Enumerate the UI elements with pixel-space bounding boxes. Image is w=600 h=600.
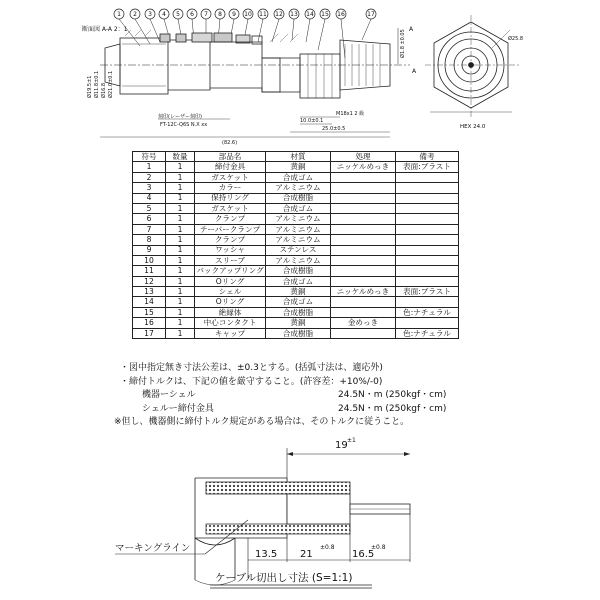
svg-text:5: 5 [176,11,180,19]
dim-25: 25.0±0.5 [322,126,346,132]
parts-table-body [133,162,459,339]
cell-number: 7 [133,224,166,234]
cell-remarks: 表面:ブラスト [396,162,459,172]
svg-text:4: 4 [162,11,166,19]
left-dimensions [86,71,114,98]
cell-remarks [396,172,459,182]
cell-material: アルミニウム [266,224,331,234]
svg-text:Ø11.8±0.1: Ø11.8±0.1 [94,70,100,98]
cell-remarks [396,255,459,265]
torque2-value: 24.5N・m (250kgf・cm) [338,403,447,414]
marking-code: FT-12C-Q6S N.X xx [160,122,208,128]
torque-row-1 [120,389,590,403]
dim-10: 10.0±0.1 [300,118,324,124]
torque1-label: 機器ーシェル [142,390,196,401]
cell-qty: 1 [166,183,195,193]
torque-row-2 [120,403,590,417]
cell-part-name: Oリング [195,276,266,286]
cell-material: 合成ゴム [266,276,331,286]
cell-treatment [331,255,396,265]
dim-16-5-tol: ±0.8 [371,544,386,551]
cell-remarks [396,318,459,328]
svg-text:10: 10 [244,11,252,19]
cell-number: 8 [133,235,166,245]
cell-material: 合成ゴム [266,297,331,307]
svg-text:14: 14 [306,11,314,19]
cell-material: 黄銅 [266,287,331,297]
table-row [133,318,459,328]
cell-material: アルミニウム [266,183,331,193]
dim-19-tol: ±1 [347,437,356,444]
cell-qty: 1 [166,235,195,245]
cell-treatment: ニッケルめっき [331,162,396,172]
cell-remarks [396,297,459,307]
dim-13-5: 13.5 [255,549,278,560]
cell-remarks: 表面:ブラスト [396,287,459,297]
cell-number: 17 [133,328,166,338]
cell-treatment [331,235,396,245]
cell-treatment [331,183,396,193]
table-row [133,183,459,193]
table-row [133,203,459,213]
note-torque: ・締付トルクは、下記の値を厳守すること。(許容差：+10%/-0) [120,376,383,387]
cell-qty: 1 [166,318,195,328]
front-dia: Ø25.8 [508,36,524,42]
svg-text:15: 15 [321,11,329,19]
cell-remarks [396,214,459,224]
table-row [133,287,459,297]
cell-treatment [331,297,396,307]
svg-text:7: 7 [204,11,208,19]
cell-material: 黄銅 [266,162,331,172]
table-row [133,266,459,276]
cell-qty: 1 [166,287,195,297]
cell-treatment [331,307,396,317]
cell-part-name: Oリング [195,297,266,307]
cell-material: 合成ゴム [266,172,331,182]
svg-text:3: 3 [148,11,152,19]
cell-qty: 1 [166,266,195,276]
cell-qty: 1 [166,307,195,317]
cell-part-name: キャップ [195,328,266,338]
note-exception: ※但し、機器側に締付トルク規定がある場合は、そのトルクに従うこと。 [114,417,410,428]
parts-table [132,151,459,339]
cell-number: 9 [133,245,166,255]
cable-body [195,478,410,585]
balloon-12 [272,9,284,42]
cell-qty: 1 [166,245,195,255]
cell-remarks [396,235,459,245]
dim-16-5: 16.5 [352,549,375,560]
col-header-treatment: 処理 [331,152,396,162]
cell-qty: 1 [166,297,195,307]
table-row [133,235,459,245]
balloon-15 [318,9,330,50]
dim-total: (82.6) [222,140,238,146]
table-row [133,307,459,317]
balloon-13 [289,9,299,40]
dim-21: 21 [300,549,313,560]
cell-part-name: 中心コンタクト [195,318,266,328]
table-row [133,162,459,172]
cell-number: 4 [133,193,166,203]
section-letter-mid: A [412,68,417,75]
cell-number: 14 [133,297,166,307]
cell-treatment [331,266,396,276]
cell-treatment [331,328,396,338]
svg-text:Ø19.5±1: Ø19.5±1 [87,75,93,98]
cell-treatment [331,172,396,182]
cell-qty: 1 [166,328,195,338]
table-row [133,255,459,265]
cell-number: 5 [133,203,166,213]
cell-part-name: スリーブ [195,255,266,265]
cell-qty: 1 [166,172,195,182]
svg-text:Ø16.8: Ø16.8 [101,82,107,98]
cell-number: 1 [133,162,166,172]
cell-treatment: 金めっき [331,318,396,328]
cell-qty: 1 [166,255,195,265]
svg-text:17: 17 [367,11,375,19]
cell-treatment [331,245,396,255]
svg-text:8: 8 [218,11,222,19]
cell-part-name: カラー [195,183,266,193]
svg-text:6: 6 [190,11,194,19]
cell-material: 合成樹脂 [266,328,331,338]
cell-remarks: 色:ナチュラル [396,328,459,338]
cell-treatment [331,193,396,203]
cell-part-name: 保持リング [195,193,266,203]
hex-label: HEX 24.0 [460,124,486,130]
cell-remarks [396,203,459,213]
table-row [133,214,459,224]
marking-line-label: マーキングライン [115,543,191,554]
svg-text:2: 2 [133,11,137,19]
cell-number: 2 [133,172,166,182]
svg-text:1: 1 [117,11,121,19]
cell-treatment: ニッケルめっき [331,287,396,297]
col-header-number: 符号 [133,152,166,162]
table-row [133,224,459,234]
table-header-row [133,152,459,162]
connector-section-drawing [0,0,600,150]
cell-qty: 1 [166,203,195,213]
cell-material: アルミニウム [266,235,331,245]
svg-text:Ø21.0±0.1: Ø21.0±0.1 [108,70,114,98]
cell-part-name: クランプ [195,235,266,245]
cell-remarks [396,183,459,193]
cell-material: アルミニウム [266,255,331,265]
balloon-11 [258,9,268,42]
note-tolerance: ・図中指定無き寸法公差は、±0.3とする。(括弧寸法は、適応外) [120,363,383,373]
torque1-value: 24.5N・m (250kgf・cm) [338,390,447,401]
col-header-material: 材質 [266,152,331,162]
marking-label: 刻印(レーザー刻印) [158,114,202,120]
cell-remarks [396,224,459,234]
col-header-remarks: 備考 [396,152,459,162]
cell-qty: 1 [166,214,195,224]
cell-remarks [396,245,459,255]
dim-thread: M18x1 2 級 [336,111,365,117]
table-row [133,276,459,286]
cell-number: 6 [133,214,166,224]
balloon-16 [336,9,346,58]
balloon-14 [305,9,315,42]
cell-part-name: ガスケット [195,203,266,213]
table-row [133,328,459,338]
cell-part-name: 絶縁体 [195,307,266,317]
cell-remarks [396,266,459,276]
balloon-2 [130,9,150,44]
cell-part-name: ワッシャ [195,245,266,255]
cable-diagram-title: ケーブル切出し寸法 (S=1:1) [215,572,353,584]
cell-material: ステンレス [266,245,331,255]
cell-number: 12 [133,276,166,286]
cell-material: 合成ゴム [266,203,331,213]
table-row [133,172,459,182]
svg-text:9: 9 [232,11,236,19]
section-label: 断面図 A-A 2：1 [82,26,128,33]
cell-qty: 1 [166,193,195,203]
svg-text:13: 13 [290,11,298,19]
cell-remarks [396,276,459,286]
torque2-label: シェルー締付金具 [142,403,214,414]
cell-qty: 1 [166,224,195,234]
cell-remarks [396,193,459,203]
section-letter-top: A [409,26,414,33]
cell-part-name: バックアップリング [196,266,264,276]
cell-remarks: 色:ナチュラル [396,307,459,317]
cell-material: 合成樹脂 [266,193,331,203]
svg-text:12: 12 [275,11,283,19]
cell-number: 16 [133,318,166,328]
balloon-3 [145,9,160,42]
cell-part-name: テーパークランプ [195,224,266,234]
cell-part-name: クランプ [195,214,266,224]
dim-21-tol: ±0.8 [320,544,335,551]
cell-material: アルミニウム [266,214,331,224]
front-view-hex [425,15,520,118]
table-row [133,193,459,203]
cable-cut-diagram [0,420,600,600]
table-row [133,245,459,255]
dim-right-vertical: Ø1.8 ±0.05 [400,29,406,58]
cell-material: 黄銅 [266,318,331,328]
balloon-17 [362,9,376,40]
cell-qty: 1 [166,276,195,286]
table-row [133,297,459,307]
svg-text:16: 16 [337,11,345,19]
col-header-qty: 数量 [166,152,195,162]
cell-part-name: 締付金具 [195,162,266,172]
cell-material: 合成樹脂 [266,307,331,317]
cell-number: 15 [133,307,166,317]
cell-number: 11 [133,266,166,276]
cell-treatment [331,203,396,213]
svg-text:11: 11 [259,11,267,19]
cell-number: 10 [133,255,166,265]
cell-part-name: シェル [195,287,266,297]
cell-treatment [331,214,396,224]
part-balloons [114,9,376,58]
cell-qty: 1 [166,162,195,172]
cell-treatment [331,276,396,286]
dim-19: 19 [335,440,348,451]
cell-number: 13 [133,287,166,297]
cell-material: 合成樹脂 [266,266,331,276]
cell-number: 3 [133,183,166,193]
col-header-part-name: 部品名 [195,152,266,162]
cell-part-name: ガスケット [195,172,266,182]
cell-treatment [331,224,396,234]
